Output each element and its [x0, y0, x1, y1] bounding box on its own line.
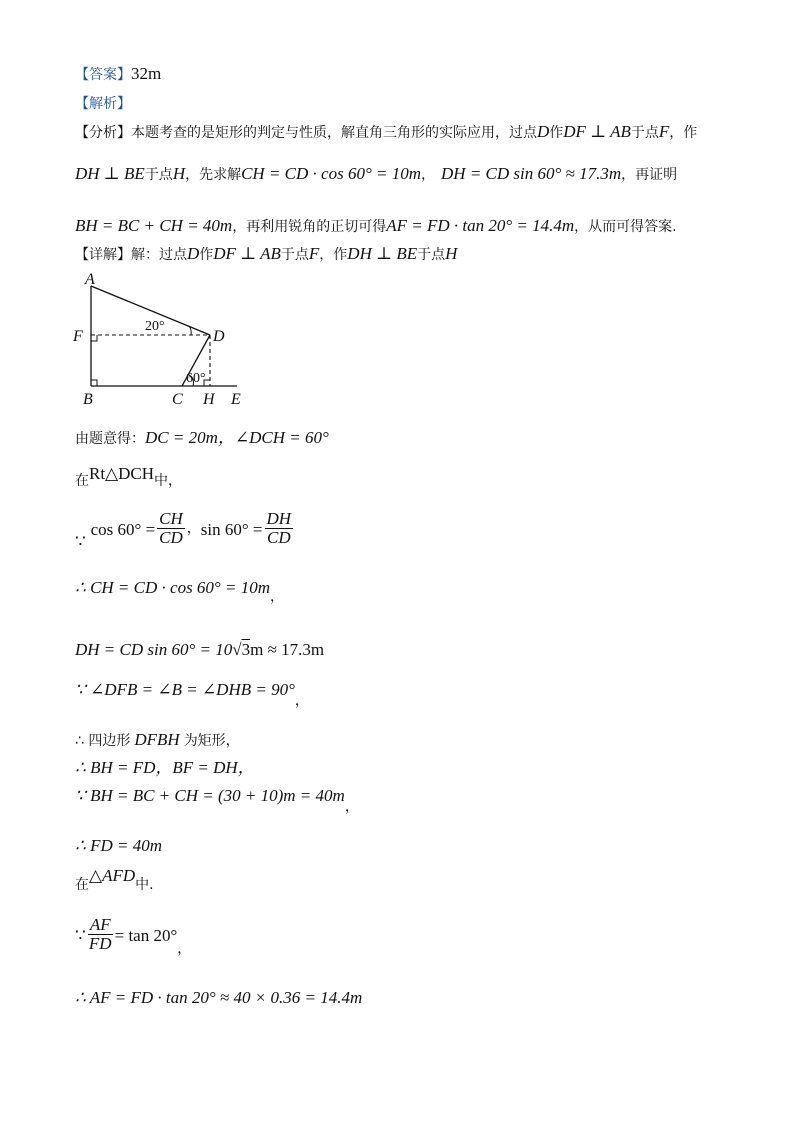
- answer-tag: 【答案】: [75, 67, 131, 83]
- step-in-triangle-afd: [75, 866, 154, 893]
- detail-text: 解：过点: [131, 247, 187, 263]
- step-text: 在: [75, 473, 89, 489]
- fenxi-text: ，再利用锐角的正切可得: [232, 219, 387, 235]
- fraction-den: CD: [266, 528, 291, 547]
- step-eq: ∴ BH = FD，BF = DH，: [75, 758, 255, 777]
- step-given: [75, 428, 329, 449]
- fenxi-text: ，: [421, 167, 436, 183]
- fraction-num: DH: [266, 509, 292, 528]
- detail-line: [75, 244, 457, 265]
- eq-af: AF = FD · tan 20° = 14.4m: [386, 216, 575, 235]
- fenxi-text: 于点: [630, 125, 659, 141]
- answer-value: 32m: [131, 64, 162, 83]
- step-text: ，: [269, 589, 284, 605]
- triangle-dch: Rt△DCH: [89, 464, 155, 483]
- angle-label-60: 60°: [186, 371, 206, 386]
- step-eq: ∵ ∠DFB = ∠B = ∠DHB = 90°: [75, 680, 295, 699]
- perp-dh-be: DH ⊥ BE: [75, 164, 145, 183]
- step-text: 为矩形，: [183, 733, 240, 749]
- point-f: F: [658, 122, 670, 141]
- fraction-den: CD: [159, 528, 183, 547]
- point-d: D: [537, 122, 550, 141]
- point-h: H: [445, 244, 458, 263]
- step-eq: DH = CD sin 60° = 10: [75, 640, 233, 659]
- fraction-dh-cd: [265, 510, 294, 547]
- fenxi-tag: 【分析】: [75, 125, 131, 141]
- fraction-num: AF: [89, 915, 111, 934]
- label-b: B: [83, 391, 93, 408]
- point-f: F: [308, 244, 320, 263]
- fenxi-text: ，先求解: [185, 167, 242, 183]
- label-d: D: [213, 328, 225, 345]
- step-eq: sin 60° =: [200, 519, 263, 539]
- step-trig-def: [75, 509, 295, 551]
- step-right-angles: [75, 680, 309, 709]
- step-eq: DC = 20m，∠DCH = 60°: [145, 428, 329, 447]
- label-h: H: [203, 391, 215, 408]
- step-eq: = tan 20°: [114, 925, 178, 945]
- sqrt-symbol: √: [232, 640, 242, 659]
- perp-df-ab: DF ⊥ AB: [563, 122, 631, 141]
- perp-df-ab: DF ⊥ AB: [213, 244, 281, 263]
- sqrt-radicand: 3: [241, 640, 251, 659]
- angle-label-20: 20°: [145, 319, 165, 334]
- detail-tag: 【详解】: [75, 247, 131, 263]
- step-text: 中，: [154, 473, 183, 489]
- step-text: ，: [186, 520, 201, 537]
- right-angle-f: [91, 335, 97, 341]
- eq-ch: CH = CD · cos 60° = 10m: [241, 164, 422, 183]
- fenxi-text: 于点: [144, 167, 173, 183]
- fenxi-line-1: [75, 122, 697, 143]
- step-eq: ∵ BH = BC + CH = (30 + 10)m = 40m: [75, 786, 345, 805]
- fenxi-line-2: [75, 164, 677, 185]
- fraction-af-fd: [88, 916, 113, 953]
- fraction-ch-cd: [157, 510, 185, 547]
- step-text: 在: [75, 877, 89, 893]
- quad-dfbh: DFBH: [134, 730, 180, 749]
- geometry-figure: [65, 268, 265, 413]
- step-eq: ∴ CH = CD · cos 60° = 10m: [75, 578, 270, 597]
- fenxi-text: ，再证明: [621, 167, 678, 183]
- step-eq: cos 60° =: [90, 519, 156, 539]
- step-in-triangle: [75, 464, 183, 489]
- fraction-den: FD: [88, 934, 112, 953]
- label-c: C: [172, 391, 183, 408]
- step-text: 由题意得：: [75, 431, 145, 447]
- eq-bh: BH = BC + CH = 40m: [75, 216, 233, 235]
- point-d: D: [187, 244, 200, 263]
- fenxi-text: 本题考查的是矩形的判定与性质，解直角三角形的实际应用，过点: [131, 125, 537, 141]
- step-text: ，: [294, 693, 309, 709]
- right-angle-b: [91, 380, 97, 386]
- label-f: F: [73, 328, 83, 345]
- step-rectangle: [75, 730, 240, 751]
- step-text: ，: [344, 799, 359, 815]
- detail-text: 作: [199, 247, 214, 263]
- answer-line: [75, 64, 161, 85]
- fraction-num: CH: [159, 509, 183, 528]
- analysis-heading: [75, 93, 131, 114]
- step-ch: [75, 578, 284, 605]
- step-dh: [75, 640, 324, 660]
- detail-text: 于点: [280, 247, 309, 263]
- triangle-afd: △AFD: [89, 866, 136, 885]
- step-bh: [75, 786, 359, 815]
- step-eq: m ≈ 17.3m: [250, 640, 325, 659]
- eq-dh: DH = CD sin 60° ≈ 17.3m: [441, 164, 622, 183]
- step-text: ∴ 四边形: [75, 733, 131, 749]
- fenxi-text: ，从而可得答案.: [574, 219, 677, 235]
- step-text: 中.: [135, 877, 154, 893]
- perp-dh-be: DH ⊥ BE: [347, 244, 418, 263]
- step-eq: ∴ FD = 40m: [75, 836, 162, 855]
- analysis-tag: 【解析】: [75, 96, 131, 112]
- step-af: [75, 988, 362, 1008]
- detail-text: 于点: [417, 247, 446, 263]
- fenxi-text: 作: [549, 125, 564, 141]
- fenxi-line-3: [75, 216, 677, 237]
- step-equal-sides: [75, 758, 255, 778]
- step-eq: ∴ AF = FD · tan 20° ≈ 40 × 0.36 = 14.4m: [75, 988, 363, 1007]
- step-fd: [75, 836, 162, 856]
- because-symbol: ∵: [75, 531, 86, 551]
- label-e: E: [231, 391, 241, 408]
- label-a: A: [85, 271, 95, 288]
- fenxi-text: ，作: [669, 125, 698, 141]
- step-text: ，: [177, 940, 192, 957]
- step-tan-def: [75, 915, 192, 957]
- detail-text: ，作: [319, 247, 348, 263]
- point-h: H: [172, 164, 186, 183]
- because-symbol: ∵: [75, 925, 86, 945]
